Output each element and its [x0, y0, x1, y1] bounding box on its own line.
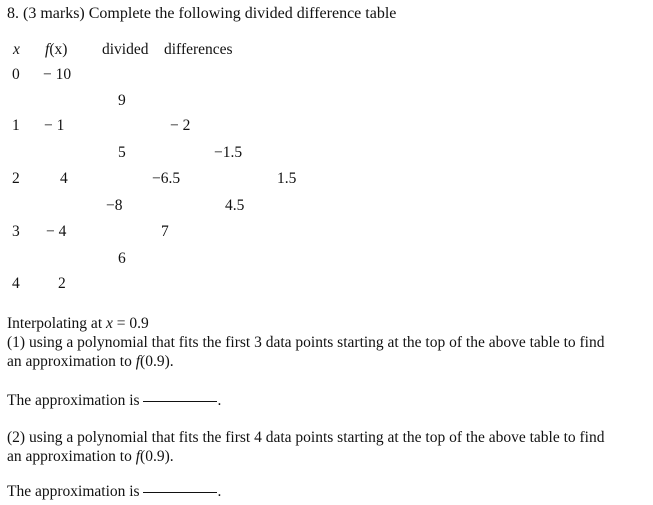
- part1-answer-line: [7, 391, 221, 410]
- third-order-difference: −1.5: [214, 144, 243, 161]
- header-fx-function: f: [45, 41, 50, 58]
- part2-function: f: [135, 448, 141, 465]
- fx-value: − 10: [43, 66, 72, 83]
- header-differences: differences: [164, 41, 233, 58]
- interpolation-variable: x: [106, 315, 113, 332]
- first-order-difference: 6: [118, 250, 126, 267]
- second-order-difference: −6.5: [152, 170, 181, 187]
- x-value: 1: [12, 117, 20, 134]
- part1-answer-blank[interactable]: [143, 401, 217, 402]
- part2-instruction-line2: [7, 447, 174, 466]
- x-value: 3: [12, 223, 20, 240]
- second-order-difference: 7: [161, 223, 169, 240]
- third-order-difference: 4.5: [225, 197, 245, 214]
- header-divided: divided: [102, 41, 149, 58]
- second-order-difference: − 2: [170, 117, 191, 134]
- part1-function: f: [135, 353, 141, 370]
- interpolation-lead: Interpolating at: [7, 315, 106, 332]
- fourth-order-difference: 1.5: [277, 170, 297, 187]
- x-value: 0: [12, 66, 20, 83]
- fx-value: 2: [58, 275, 66, 292]
- header-x: x: [13, 41, 20, 58]
- fx-value: − 1: [44, 117, 65, 134]
- interpolation-statement: [7, 314, 149, 333]
- part2-line2-text: an approximation to: [7, 448, 136, 465]
- first-order-difference: −8: [106, 197, 123, 214]
- first-order-difference: 9: [118, 92, 126, 109]
- first-order-difference: 5: [118, 144, 126, 161]
- x-value: 4: [12, 275, 20, 292]
- part1-answer-prefix: The approximation is: [7, 392, 140, 409]
- interpolation-equation: = 0.9: [112, 315, 149, 332]
- part2-answer-suffix: .: [217, 483, 222, 500]
- part1-answer-suffix: .: [217, 392, 222, 409]
- part2-answer-blank[interactable]: [143, 492, 217, 493]
- part2-answer-line: [7, 482, 221, 501]
- header-fx-argument: (x): [49, 41, 68, 58]
- question-title: 8. (3 marks) Complete the following divided difference table: [7, 5, 397, 22]
- part2-instruction-line1: (2) using a polynomial that fits the first 4 data points starting at the top of the above table to find: [7, 429, 605, 446]
- header-fx: [45, 42, 67, 58]
- fx-value: − 4: [46, 223, 67, 240]
- part2-answer-prefix: The approximation is: [7, 483, 140, 500]
- part1-instruction-line1: (1) using a polynomial that fits the first 3 data points starting at the top of the above table to find: [7, 334, 605, 351]
- fx-value: 4: [60, 170, 68, 187]
- part1-line2-text: an approximation to: [7, 353, 136, 370]
- part1-instruction-line2: [7, 352, 174, 371]
- x-value: 2: [12, 170, 20, 187]
- part1-argument: (0.9).: [140, 353, 174, 370]
- part2-argument: (0.9).: [140, 448, 174, 465]
